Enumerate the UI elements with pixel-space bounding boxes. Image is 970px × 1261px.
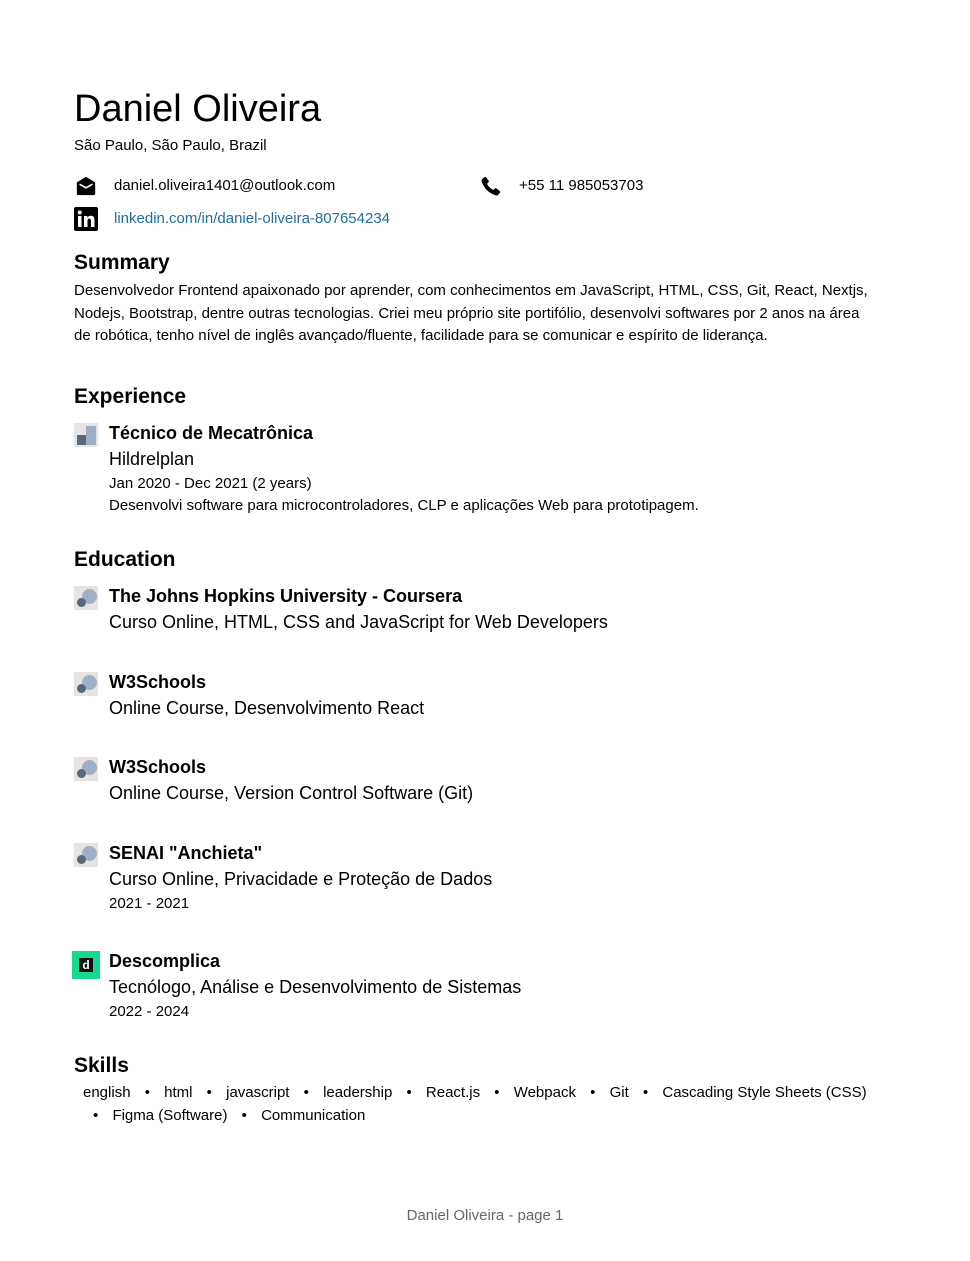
- experience-heading: Experience: [74, 385, 187, 408]
- logo-letter: d: [79, 958, 93, 972]
- skill-item: leadership: [323, 1084, 393, 1101]
- education-degree: Curso Online, HTML, CSS and JavaScript for Web Developers: [109, 612, 608, 632]
- candidate-location: São Paulo, São Paulo, Brazil: [74, 137, 267, 154]
- skill-item: Webpack: [513, 1084, 576, 1101]
- linkedin-link[interactable]: linkedin.com/in/daniel-oliveira-807654234: [114, 210, 391, 227]
- contact-linkedin[interactable]: [74, 207, 390, 231]
- company-logo-icon: [74, 423, 98, 447]
- phone-text: +55 11 985053703: [519, 177, 644, 194]
- skill-item: javascript: [226, 1084, 290, 1101]
- contact-phone: [479, 174, 643, 198]
- school-logo-icon: [74, 672, 98, 696]
- skill-separator: •: [494, 1084, 500, 1101]
- education-degree: Tecnólogo, Análise e Desenvolvimento de Sistemas: [109, 977, 522, 997]
- candidate-name: Daniel Oliveira: [74, 88, 322, 130]
- descomplica-logo-icon: [72, 951, 100, 979]
- education-dates: 2022 - 2024: [109, 1003, 190, 1020]
- email-text: daniel.oliveira1401@outlook.com: [114, 177, 336, 194]
- education-school: The Johns Hopkins University - Coursera: [109, 586, 463, 606]
- skill-separator: •: [206, 1084, 212, 1101]
- education-degree: Curso Online, Privacidade e Proteção de Dados: [109, 869, 493, 889]
- education-school: Descomplica: [109, 951, 221, 971]
- school-logo-icon: [74, 757, 98, 781]
- skill-separator: •: [642, 1084, 649, 1101]
- phone-icon: [479, 174, 503, 198]
- envelope-icon: [74, 174, 98, 198]
- skill-item: english: [83, 1084, 131, 1101]
- skill-separator: •: [406, 1084, 412, 1101]
- contact-email: [74, 174, 335, 198]
- skills-list: [83, 1082, 873, 1127]
- skill-separator: •: [303, 1084, 309, 1101]
- skill-item: Communication: [261, 1106, 366, 1124]
- page-footer: Daniel Oliveira - page 1: [406, 1207, 564, 1224]
- experience-role: Técnico de Mecatrônica: [109, 423, 314, 443]
- education-school: W3Schools: [109, 672, 207, 692]
- education-degree: Online Course, Desenvolvimento React: [109, 698, 425, 718]
- school-logo-icon: [74, 843, 98, 867]
- skills-heading: Skills: [74, 1054, 129, 1077]
- school-logo-icon: [74, 586, 98, 610]
- skill-separator: •: [144, 1084, 150, 1101]
- skill-item: React.js: [425, 1084, 481, 1101]
- summary-text: Desenvolvedor Frontend apaixonado por aprender, com conhecimentos em JavaScript, HTML, CSS, Git, React, Nextjs, Nodejs, Bootstrap, dentre outras tecnologias. Criei meu próprio site portifólio, desenvolvi softwares por 2 anos na área de robótica, tenho nível de inglês avançado/fluente, facilidade para se comunicar e espírito de liderança.: [74, 282, 868, 344]
- summary-heading: Summary: [74, 251, 170, 274]
- education-school: SENAI "Anchieta": [109, 843, 263, 863]
- experience-description: Desenvolvi software para microcontroladores, CLP e aplicações Web para prototipagem.: [109, 497, 699, 514]
- education-school: W3Schools: [109, 757, 207, 777]
- skill-separator: •: [93, 1106, 99, 1124]
- skill-item: Figma (Software): [112, 1106, 228, 1124]
- education-dates: 2021 - 2021: [109, 895, 190, 912]
- skill-item: Cascading Style Sheets (CSS): [662, 1084, 867, 1101]
- linkedin-icon: [74, 207, 98, 231]
- skill-separator: •: [590, 1084, 596, 1101]
- education-heading: Education: [74, 548, 176, 571]
- experience-company: Hildrelplan: [109, 449, 195, 469]
- education-degree: Online Course, Version Control Software (Git): [109, 783, 474, 803]
- experience-dates: Jan 2020 - Dec 2021 (2 years): [109, 475, 312, 492]
- skill-item: Git: [609, 1084, 629, 1101]
- skill-separator: •: [241, 1106, 247, 1124]
- skill-item: html: [164, 1084, 193, 1101]
